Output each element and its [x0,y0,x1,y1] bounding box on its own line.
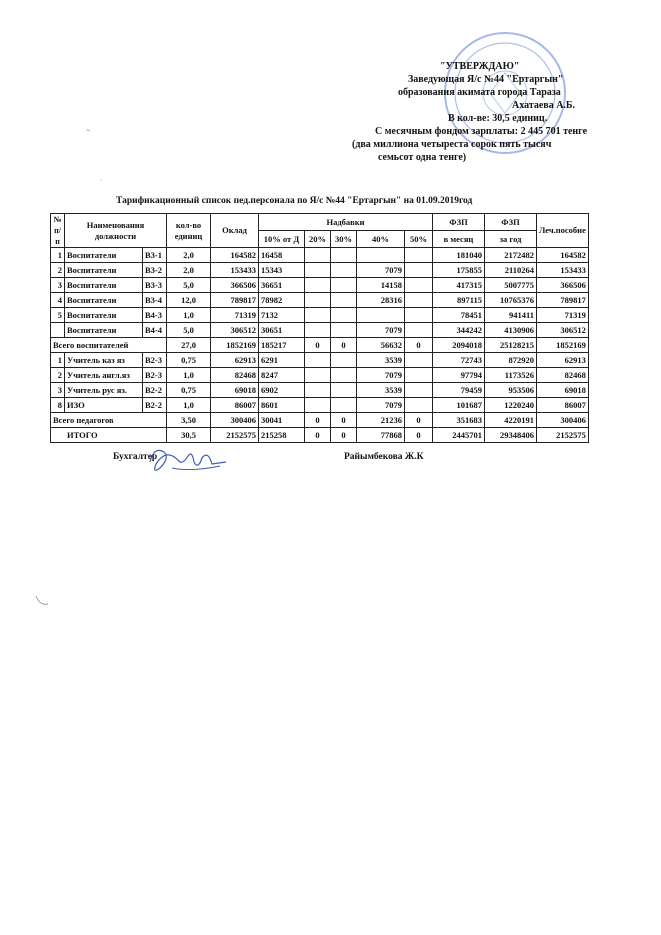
cell-a40: 7079 [357,263,405,278]
cell-num: 8 [51,398,65,413]
cell-category: В2-2 [143,398,167,413]
subtotal-row [51,338,589,353]
header-allowances: Надбавки [259,214,433,231]
table-row [51,368,589,383]
cell-salary: 789817 [211,293,259,308]
cell-med: 1852169 [537,338,589,353]
cell-fm: 101687 [433,398,485,413]
header-qty: кол-во единиц [167,214,211,248]
table-row [51,398,589,413]
header-salary: Оклад [211,214,259,248]
cell-a30: 0 [331,338,357,353]
table-row [51,308,589,323]
cell-salary: 366506 [211,278,259,293]
approval-line: семьсот одна тенге) [378,152,467,163]
cell-salary: 82468 [211,368,259,383]
cell-fm: 344242 [433,323,485,338]
cell-fy: 2172482 [485,248,537,263]
cell-position: Учитель каз яз [65,353,143,368]
cell-fy: 29348406 [485,428,537,443]
cell-a20 [305,383,331,398]
cell-a20: 0 [305,428,331,443]
cell-a10: 30041 [259,413,305,428]
header-fzp-year-top: ФЗП [485,214,537,231]
cell-a10: 215258 [259,428,305,443]
scan-mark: · [100,176,103,185]
cell-med: 164582 [537,248,589,263]
cell-a20 [305,368,331,383]
cell-a30 [331,263,357,278]
cell-a50 [405,323,433,338]
header-fzp-month-top: ФЗП [433,214,485,231]
cell-qty: 0,75 [167,383,211,398]
cell-a50 [405,263,433,278]
cell-a50 [405,368,433,383]
cell-fm: 351683 [433,413,485,428]
approval-block [340,60,640,164]
cell-a20: 0 [305,413,331,428]
approval-line: "УТВЕРЖДАЮ" [440,61,520,72]
cell-category: В3-1 [143,248,167,263]
cell-fy: 4130906 [485,323,537,338]
cell-fm: 181040 [433,248,485,263]
cell-med: 71319 [537,308,589,323]
table-row [51,383,589,398]
cell-position: Воспитатели [65,278,143,293]
total-label: Всего воспитателей [51,338,167,353]
cell-a30 [331,293,357,308]
cell-num: 2 [51,368,65,383]
cell-qty: 12,0 [167,293,211,308]
cell-med: 366506 [537,278,589,293]
tariff-table [50,213,589,443]
header-num: № п/п [51,214,65,248]
approval-line: образования акимата города Тараза [398,87,561,98]
cell-salary: 306512 [211,323,259,338]
cell-fy: 5007775 [485,278,537,293]
cell-a10: 6291 [259,353,305,368]
cell-category: В3-3 [143,278,167,293]
cell-med: 86007 [537,398,589,413]
cell-category: В2-2 [143,383,167,398]
cell-fm: 79459 [433,383,485,398]
cell-a50 [405,248,433,263]
cell-position: Воспитатели [65,263,143,278]
header-a10: 10% от Д [259,231,305,248]
scan-mark: ~ [86,126,91,135]
cell-num: 3 [51,383,65,398]
cell-fm: 175855 [433,263,485,278]
cell-category: В4-3 [143,308,167,323]
cell-a50: 0 [405,428,433,443]
header-fzp-year: за год [485,231,537,248]
cell-a50 [405,308,433,323]
cell-salary: 69018 [211,383,259,398]
cell-med: 153433 [537,263,589,278]
cell-med: 2152575 [537,428,589,443]
cell-num: 1 [51,353,65,368]
cell-fy: 25128215 [485,338,537,353]
header-a40: 40% [357,231,405,248]
cell-a30 [331,398,357,413]
subtotal-row [51,413,589,428]
cell-a30: 0 [331,428,357,443]
cell-a40 [357,248,405,263]
header-fzp-month: в месяц [433,231,485,248]
cell-a20 [305,293,331,308]
cell-a40 [357,308,405,323]
cell-position: Воспитатели [65,293,143,308]
cell-a30 [331,383,357,398]
cell-a30 [331,323,357,338]
cell-fm: 78451 [433,308,485,323]
table-row [51,278,589,293]
footer-name: Райымбекова Ж.К [344,452,424,462]
cell-a30 [331,248,357,263]
total-label: ИТОГО [51,428,167,443]
cell-a10: 16458 [259,248,305,263]
cell-qty: 0,75 [167,353,211,368]
cell-fy: 1220240 [485,398,537,413]
cell-a40: 7079 [357,323,405,338]
cell-position: Воспитатели [65,248,143,263]
cell-qty: 2,0 [167,248,211,263]
cell-a20 [305,248,331,263]
cell-category: В2-3 [143,353,167,368]
cell-a50 [405,293,433,308]
signature [142,438,232,480]
cell-qty: 1,0 [167,398,211,413]
cell-med: 62913 [537,353,589,368]
cell-category: В4-4 [143,323,167,338]
cell-qty: 3,50 [167,413,211,428]
cell-a50 [405,353,433,368]
cell-salary: 62913 [211,353,259,368]
cell-category: В3-4 [143,293,167,308]
total-label: Всего педагогов [51,413,167,428]
cell-med: 82468 [537,368,589,383]
cell-a50: 0 [405,338,433,353]
cell-a30 [331,278,357,293]
cell-salary: 1852169 [211,338,259,353]
cell-a10: 7132 [259,308,305,323]
cell-a30 [331,368,357,383]
cell-a10: 8601 [259,398,305,413]
cell-salary: 300406 [211,413,259,428]
cell-med: 300406 [537,413,589,428]
cell-a50 [405,383,433,398]
cell-a10: 30651 [259,323,305,338]
approval-line: Ахатаева А.Б. [512,100,576,111]
cell-qty: 30,5 [167,428,211,443]
cell-a20 [305,278,331,293]
cell-a40: 3539 [357,353,405,368]
cell-a30 [331,353,357,368]
cell-qty: 5,0 [167,278,211,293]
cell-a10: 78982 [259,293,305,308]
cell-fy: 2110264 [485,263,537,278]
cell-num: 2 [51,263,65,278]
cell-med: 69018 [537,383,589,398]
cell-a10: 15343 [259,263,305,278]
cell-salary: 2152575 [211,428,259,443]
cell-fy: 953506 [485,383,537,398]
cell-a10: 6902 [259,383,305,398]
cell-a40: 77868 [357,428,405,443]
cell-fm: 2445701 [433,428,485,443]
cell-position: Воспитатели [65,308,143,323]
cell-position: Учитель англ.яз [65,368,143,383]
cell-fm: 417315 [433,278,485,293]
table-row [51,263,589,278]
approval-line: Заведующая Я/с №44 "Ертаргын" [408,74,564,85]
cell-a30: 0 [331,413,357,428]
cell-a20: 0 [305,338,331,353]
cell-salary: 86007 [211,398,259,413]
cell-num: 3 [51,278,65,293]
cell-num [51,323,65,338]
cell-a40: 14158 [357,278,405,293]
cell-a20 [305,308,331,323]
cell-fm: 72743 [433,353,485,368]
cell-num: 4 [51,293,65,308]
table-row [51,248,589,263]
cell-a40: 7079 [357,368,405,383]
cell-fy: 941411 [485,308,537,323]
cell-fy: 872920 [485,353,537,368]
approval-line: В кол-ве: 30,5 единиц. [448,113,548,124]
cell-a50: 0 [405,413,433,428]
cell-qty: 2,0 [167,263,211,278]
table-row [51,323,589,338]
cell-fm: 2094018 [433,338,485,353]
cell-med: 306512 [537,323,589,338]
cell-position: Воспитатели [65,323,143,338]
cell-a40: 28316 [357,293,405,308]
cell-a20 [305,263,331,278]
header-a50: 50% [405,231,433,248]
header-name: Наименования должности [65,214,167,248]
cell-salary: 153433 [211,263,259,278]
cell-qty: 1,0 [167,308,211,323]
cell-a40: 21236 [357,413,405,428]
cell-salary: 164582 [211,248,259,263]
cell-fy: 4220191 [485,413,537,428]
cell-salary: 71319 [211,308,259,323]
cell-a10: 185217 [259,338,305,353]
document-title: Тарификационный список пед.персонала по Я/с №44 "Ертаргын" на 01.09.2019год [116,196,473,206]
cell-a40: 3539 [357,383,405,398]
header-a20: 20% [305,231,331,248]
cell-fm: 897115 [433,293,485,308]
cell-a20 [305,398,331,413]
cell-fy: 1173526 [485,368,537,383]
cell-qty: 5,0 [167,323,211,338]
cell-position: Учитель рус яз. [65,383,143,398]
header-med: Леч.пособие [537,214,589,248]
cell-num: 1 [51,248,65,263]
table-row [51,353,589,368]
cell-a40: 56632 [357,338,405,353]
cell-a10: 36651 [259,278,305,293]
cell-category: В3-2 [143,263,167,278]
footer-role: Бухгалтер [113,452,158,462]
cell-category: В2-3 [143,368,167,383]
cell-a20 [305,323,331,338]
approval-line: (два миллиона четыреста сорок пять тысяч [352,139,552,150]
cell-fy: 10765376 [485,293,537,308]
cell-a30 [331,308,357,323]
cell-qty: 1,0 [167,368,211,383]
table-row [51,293,589,308]
cell-a50 [405,398,433,413]
approval-line: С месячным фондом зарплаты: 2 445 701 тенге [375,126,588,137]
cell-a40: 7079 [357,398,405,413]
cell-a10: 8247 [259,368,305,383]
total-row [51,428,589,443]
cell-a50 [405,278,433,293]
scan-mark [34,592,50,608]
cell-position: ИЗО [65,398,143,413]
cell-fm: 97794 [433,368,485,383]
cell-a20 [305,353,331,368]
cell-num: 5 [51,308,65,323]
cell-med: 789817 [537,293,589,308]
cell-qty: 27,0 [167,338,211,353]
header-a30: 30% [331,231,357,248]
